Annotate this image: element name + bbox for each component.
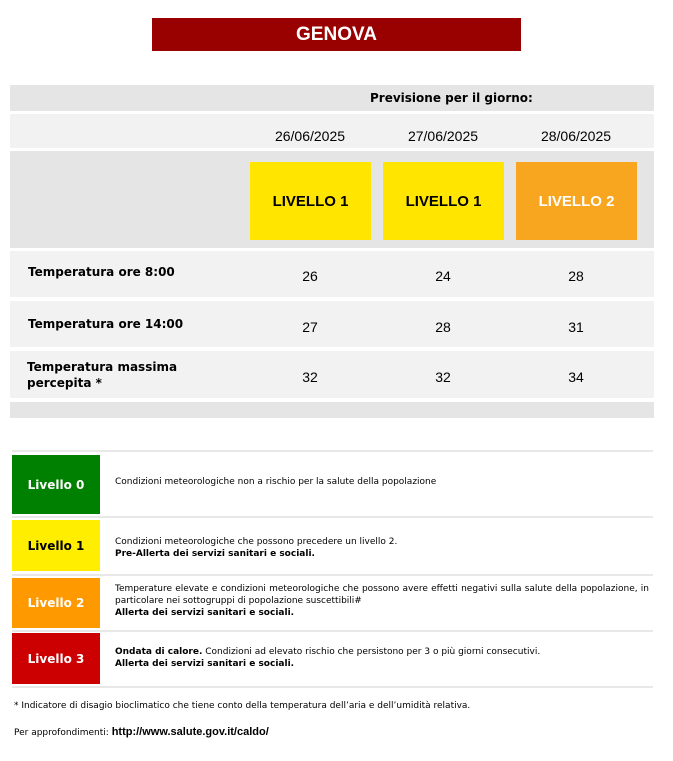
level-badge-day-3: LIVELLO 2 — [516, 162, 637, 240]
legend-level-2-alert: Allerta dei servizi sanitari e sociali. — [115, 608, 295, 618]
more-info-label: Per approfondimenti: — [14, 728, 109, 738]
temp-max-day-1: 32 — [302, 369, 318, 385]
forecast-header-row — [10, 85, 654, 111]
more-info — [14, 726, 269, 738]
legend-divider — [12, 516, 653, 518]
level-badge-day-1: LIVELLO 1 — [250, 162, 371, 240]
legend-divider — [12, 686, 653, 688]
legend-divider — [12, 450, 653, 452]
more-info-link[interactable]: http://www.salute.gov.it/caldo/ — [111, 726, 269, 738]
temp-8-day-3: 28 — [568, 268, 584, 284]
legend-level-0-text — [115, 476, 649, 488]
legend-level-1-description: Condizioni meteorologiche che possono precedere un livello 2. — [115, 537, 398, 547]
temp-14-day-2: 28 — [435, 319, 451, 335]
temp-14-row — [10, 301, 654, 347]
legend-level-2-description: Temperature elevate e condizioni meteorologiche che possono avere effetti negativi sulla salute della popolazione, in particolare nei sottogruppi di popolazione suscettibili# — [115, 584, 649, 606]
temp-8-day-1: 26 — [302, 268, 318, 284]
legend-divider — [12, 630, 653, 632]
temp-max-row — [10, 351, 654, 398]
temp-14-day-1: 27 — [302, 319, 318, 335]
legend-level-3-description: Condizioni ad elevato rischio che persistono per 3 o più giorni consecutivi. — [202, 647, 541, 657]
levels-row — [10, 151, 654, 248]
temp-max-label-line2: percepita * — [27, 376, 102, 390]
legend-level-0-description: Condizioni meteorologiche non a rischio per la salute della popolazione — [115, 477, 437, 487]
forecast-footer-row — [10, 402, 654, 418]
legend-level-3-badge: Livello 3 — [12, 633, 100, 684]
legend-level-1-text — [115, 536, 649, 560]
legend-level-3-heading: Ondata di calore. — [115, 647, 203, 657]
date-day-3: 28/06/2025 — [540, 128, 612, 144]
temp-14-label: Temperatura ore 14:00 — [28, 317, 184, 331]
legend-divider — [12, 574, 653, 576]
temp-8-row — [10, 251, 654, 297]
temp-14-day-3: 31 — [568, 319, 584, 335]
temp-max-day-2: 32 — [435, 369, 451, 385]
legend-level-2-badge: Livello 2 — [12, 578, 100, 628]
legend-level-0-badge: Livello 0 — [12, 455, 100, 514]
legend-level-3-alert: Allerta dei servizi sanitari e sociali. — [115, 659, 295, 669]
legend-level-2-text — [115, 583, 649, 619]
date-day-1: 26/06/2025 — [274, 128, 346, 144]
legend-level-1-alert: Pre-Allerta dei servizi sanitari e sociali. — [115, 549, 315, 559]
temp-max-day-3: 34 — [568, 369, 584, 385]
date-day-2: 27/06/2025 — [407, 128, 479, 144]
temp-max-label-line1: Temperatura massima — [27, 360, 178, 374]
temp-8-day-2: 24 — [435, 268, 451, 284]
forecast-header-label: Previsione per il giorno: — [370, 91, 533, 105]
legend-level-1-badge: Livello 1 — [12, 520, 100, 571]
dates-row — [10, 114, 654, 148]
temp-max-label — [27, 359, 177, 391]
level-badge-day-2: LIVELLO 1 — [383, 162, 504, 240]
temp-8-label: Temperatura ore 8:00 — [28, 265, 175, 279]
city-title: GENOVA — [152, 18, 521, 51]
footnote: * Indicatore di disagio bioclimatico che tiene conto della temperatura dell’aria e dell’umidità relativa. — [14, 701, 471, 711]
legend-level-3-text — [115, 646, 649, 670]
